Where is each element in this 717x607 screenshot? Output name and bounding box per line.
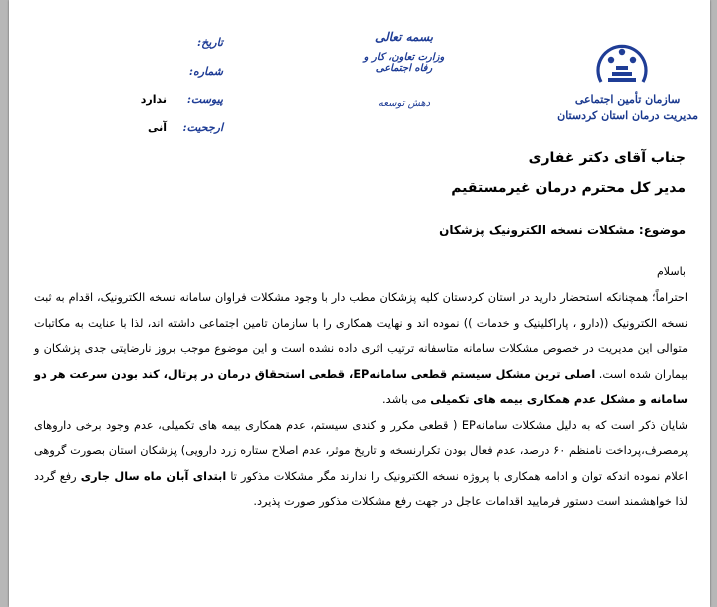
motto: دهش توسعه	[377, 98, 431, 109]
addressee-title: مدیر کل محترم درمان غیرمستقیم	[451, 180, 686, 196]
paragraph-1-text: احتراماً؛ همچنانکه استحضار دارید در استان کردستان کلیه پزشکان مطب دار با وجود مشکلات فراوان سامانه نسخه الکترونیک، اقدام به ثبت نسخه الکترونیک ((دارو ، پاراکلینیک و خدمات )) نموده اند و نهایت همکاری را با سازمان تامین اجتماعی داشته اند، لذا با عنایت به مکاتبات متوالی این مدیریت در خصوص مشکلات سامانه متاسفانه ترتیب اثری داده نشده است و این موضوع موجب بروز نارضایتی جدی پزشکان و بیماران شده است.	[34, 291, 688, 381]
paragraph-2-text: شایان ذکر است که به دلیل مشکلات سامانهEP ( قطعی مکرر و کندی سیستم، عدم همکاری بیمه های تکمیلی، عدم وجود برخی داروهای پرمصرف،پرداخت نامنظم ۶۰ درصد، عدم فعال بودن تکرارنسخه و تاریخ موثر، عدم اصلاح ستاره زرد دارویی) پزشکان استان بصورت گروهی اعلام نموده اندکه توان و ادامه همکاری با پروژه نسخه الکترونیک را ندارند مگر مشکلات مذکور تا	[34, 418, 688, 483]
attachment-row	[9, 93, 249, 109]
paragraph-2	[34, 413, 688, 515]
bismillah: بسمه تعالی	[374, 30, 434, 44]
letter-body	[34, 285, 688, 515]
organization-name	[557, 92, 698, 124]
date-label: تاریخ:	[197, 36, 223, 49]
number-row	[9, 65, 249, 81]
org-line-2: مدیریت درمان استان کردستان	[557, 109, 698, 122]
center-header	[354, 30, 454, 109]
addressee-name: جناب آقای دکتر غفاری	[528, 150, 686, 166]
salutation: باسلام	[656, 265, 686, 278]
subject-line: موضوع: مشکلات نسخه الکترونیک پزشکان	[439, 223, 686, 237]
paragraph-1-bold: اصلی ترین مشکل سیستم قطعی سامانهEP، قطعی استحقاق درمان در پرتال، کند بودن سرعت هر دو سامانه و مشکل عدم همکاری بیمه های تکمیلی	[33, 367, 688, 406]
attachment-label: پیوست:	[186, 93, 223, 106]
org-line-1: سازمان تأمین اجتماعی	[574, 93, 681, 106]
paragraph-1-end: می باشد.	[382, 393, 427, 406]
priority-label: ارجحیت:	[182, 121, 223, 134]
attachment-value: ندارد	[140, 93, 167, 106]
paragraph-1	[34, 285, 688, 413]
paragraph-2-end: رفع گردد لذا خواهشمند است دستور فرمایید اقدامات عاجل در جهت رفع مشکلات مذکور صورت پذیرد.	[34, 469, 688, 508]
ministry-name: وزارت تعاون، کار و رفاه اجتماعی	[363, 52, 445, 74]
priority-row	[9, 121, 249, 137]
number-label: شماره:	[188, 65, 223, 78]
social-security-logo-icon	[591, 36, 653, 90]
date-row	[9, 36, 249, 52]
letter-page	[9, 0, 710, 607]
priority-value: آنی	[147, 121, 167, 134]
paragraph-2-bold: ابتدای آبان ماه سال جاری	[80, 469, 227, 483]
